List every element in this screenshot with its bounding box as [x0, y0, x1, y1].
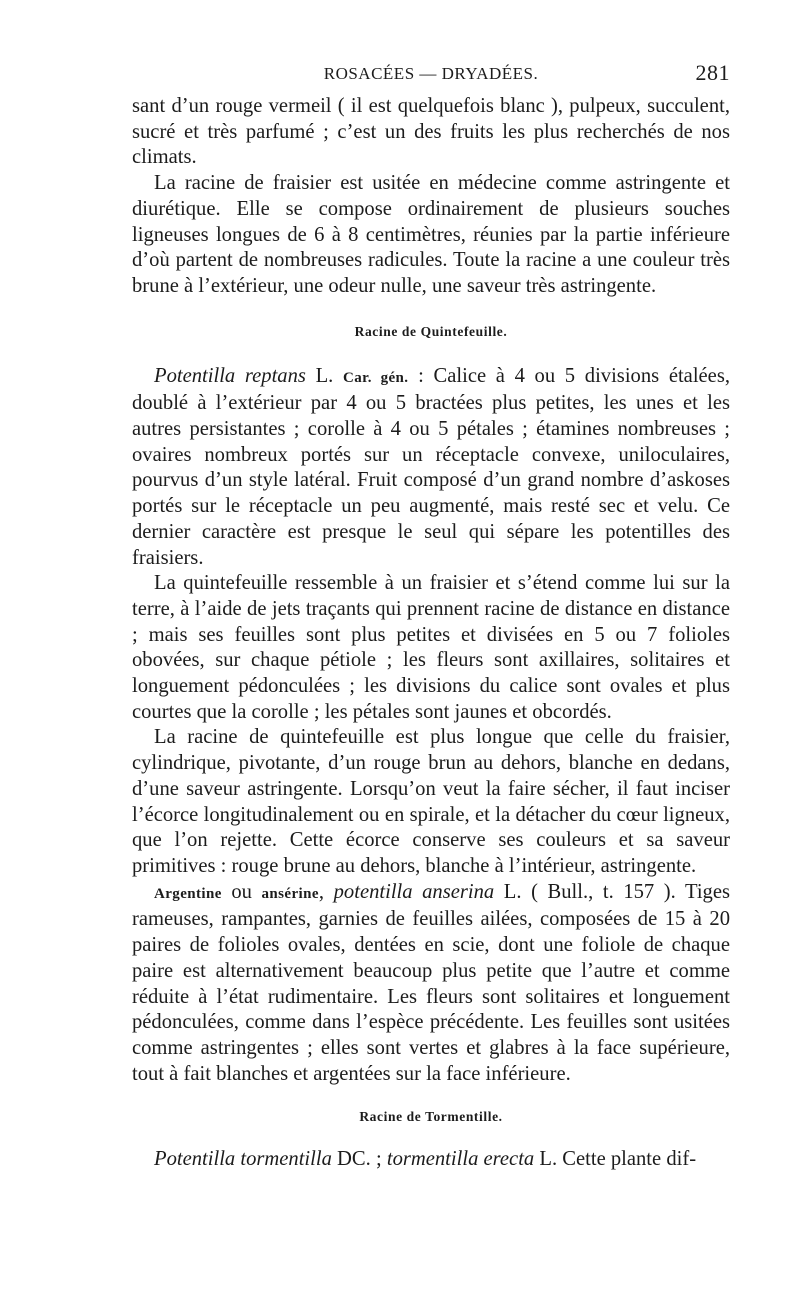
common-name-anserine: ansérine: [261, 885, 319, 902]
running-title: ROSACÉES — DRYADÉES.: [323, 64, 539, 83]
species-name: Potentilla tormentilla: [154, 1148, 332, 1171]
conjunction: ou: [221, 880, 262, 903]
paragraph-text: L. Cette plante dif-: [534, 1148, 697, 1171]
species-name: Potentilla reptans: [154, 364, 306, 387]
running-head: [132, 58, 730, 94]
paragraph-fraisier-fruit: sant d’un rouge vermeil ( il est quelquefois blanc ), pulpeux, succulent, sucré et très parfumé ; c’est un des fruits les plus recherchés de nos climats.: [132, 95, 730, 169]
common-name-argentine: Argentine: [154, 885, 222, 902]
page-number: 281: [695, 60, 730, 85]
generic-characters-label: Car. gén.: [342, 369, 409, 386]
paragraph-potentilla-tormentilla: [132, 1147, 730, 1173]
separator: ,: [318, 880, 334, 903]
paragraph-quintefeuille-root: La racine de quintefeuille est plus longue que celle du fraisier, cylindrique, pivotante, d’un rouge brun au dehors, blanche en dedans, d’une saveur astringente. Lorsqu’on veut la faire sécher, il faut inciser l’écorce longitudinalement ou en spirale, et la détacher du cœur ligneux, que l’on rejette. Cette écorce conserve ses couleurs et sa saveur primitives : rouge brune au dehors, blanche à l’intérieur, astringente.: [132, 726, 730, 877]
section-title-quintefeuille: Racine de Quintefeuille.: [354, 323, 508, 339]
paragraph-potentilla-reptans: [132, 364, 730, 572]
author-abbrev: DC. ;: [331, 1148, 387, 1171]
section-title-tormentille: Racine de Tormentille.: [359, 1109, 503, 1125]
book-page: [132, 58, 730, 1173]
paragraph-quintefeuille-description: La quintefeuille ressemble à un fraisier et s’étend comme lui sur la terre, à l’aide de jets traçants qui prennent racine de distance en distance ; mais ses feuilles sont plus petites et divisées en 5 ou 7 folioles obovées, sur chaque pétiole ; les fleurs sont axillaires, solitaires et longuement pédonculées ; les divisions du calice sont ovales et plus courtes que la corolle ; les pétales sont jaunes et obcordés.: [132, 572, 730, 723]
paragraph-fraisier-root: La racine de fraisier est usitée en médecine comme astringente et diurétique. Elle se compose ordinairement de plusieurs souches ligneuses longues de 6 à 8 centimètres, réunies par la partie inférieure d’où partent de nombreuses radicules. Toute la racine a une couleur très brune à l’extérieur, une odeur nulle, une saveur très astringente.: [132, 172, 730, 297]
paragraph-argentine: [132, 880, 730, 1088]
species-name: potentilla anserina: [333, 880, 495, 903]
author-abbrev: L.: [305, 364, 343, 387]
synonym-name: tormentilla erecta: [386, 1148, 535, 1171]
paragraph-text: L. ( Bull., t. 157 ). Tiges rameuses, rampantes, garnies de feuilles ailées, composées de 15 à 20 paires de folioles ovales, dentées en scie, dont une foliole de chaque paire est alternativement beaucoup plus petite que l’autre et comme réduite à l’état rudimentaire. Les fleurs sont solitaires et longuement pédonculées, comme dans l’espèce précédente. Les feuilles sont usitées comme astringentes ; elles sont vertes et glabres à la face supérieure, tout à fait blanches et argentées sur la face inférieure.: [132, 880, 731, 1085]
paragraph-text: : Calice à 4 ou 5 divisions étalées, doublé à l’extérieur par 4 ou 5 bractées plus petites, les unes et les autres persistantes ; corolle à 4 ou 5 pétales ; étamines nombreuses ; ovaires nombreux portés sur un réceptacle convexe, uniloculaires, pourvus d’un style latéral. Fruit composé d’un grand nombre d’askoses portés sur le réceptacle un peu augmenté, mais resté sec et velu. Ce dernier caractère est presque le seul qui sépare les potentilles des fraisiers.: [132, 364, 730, 569]
